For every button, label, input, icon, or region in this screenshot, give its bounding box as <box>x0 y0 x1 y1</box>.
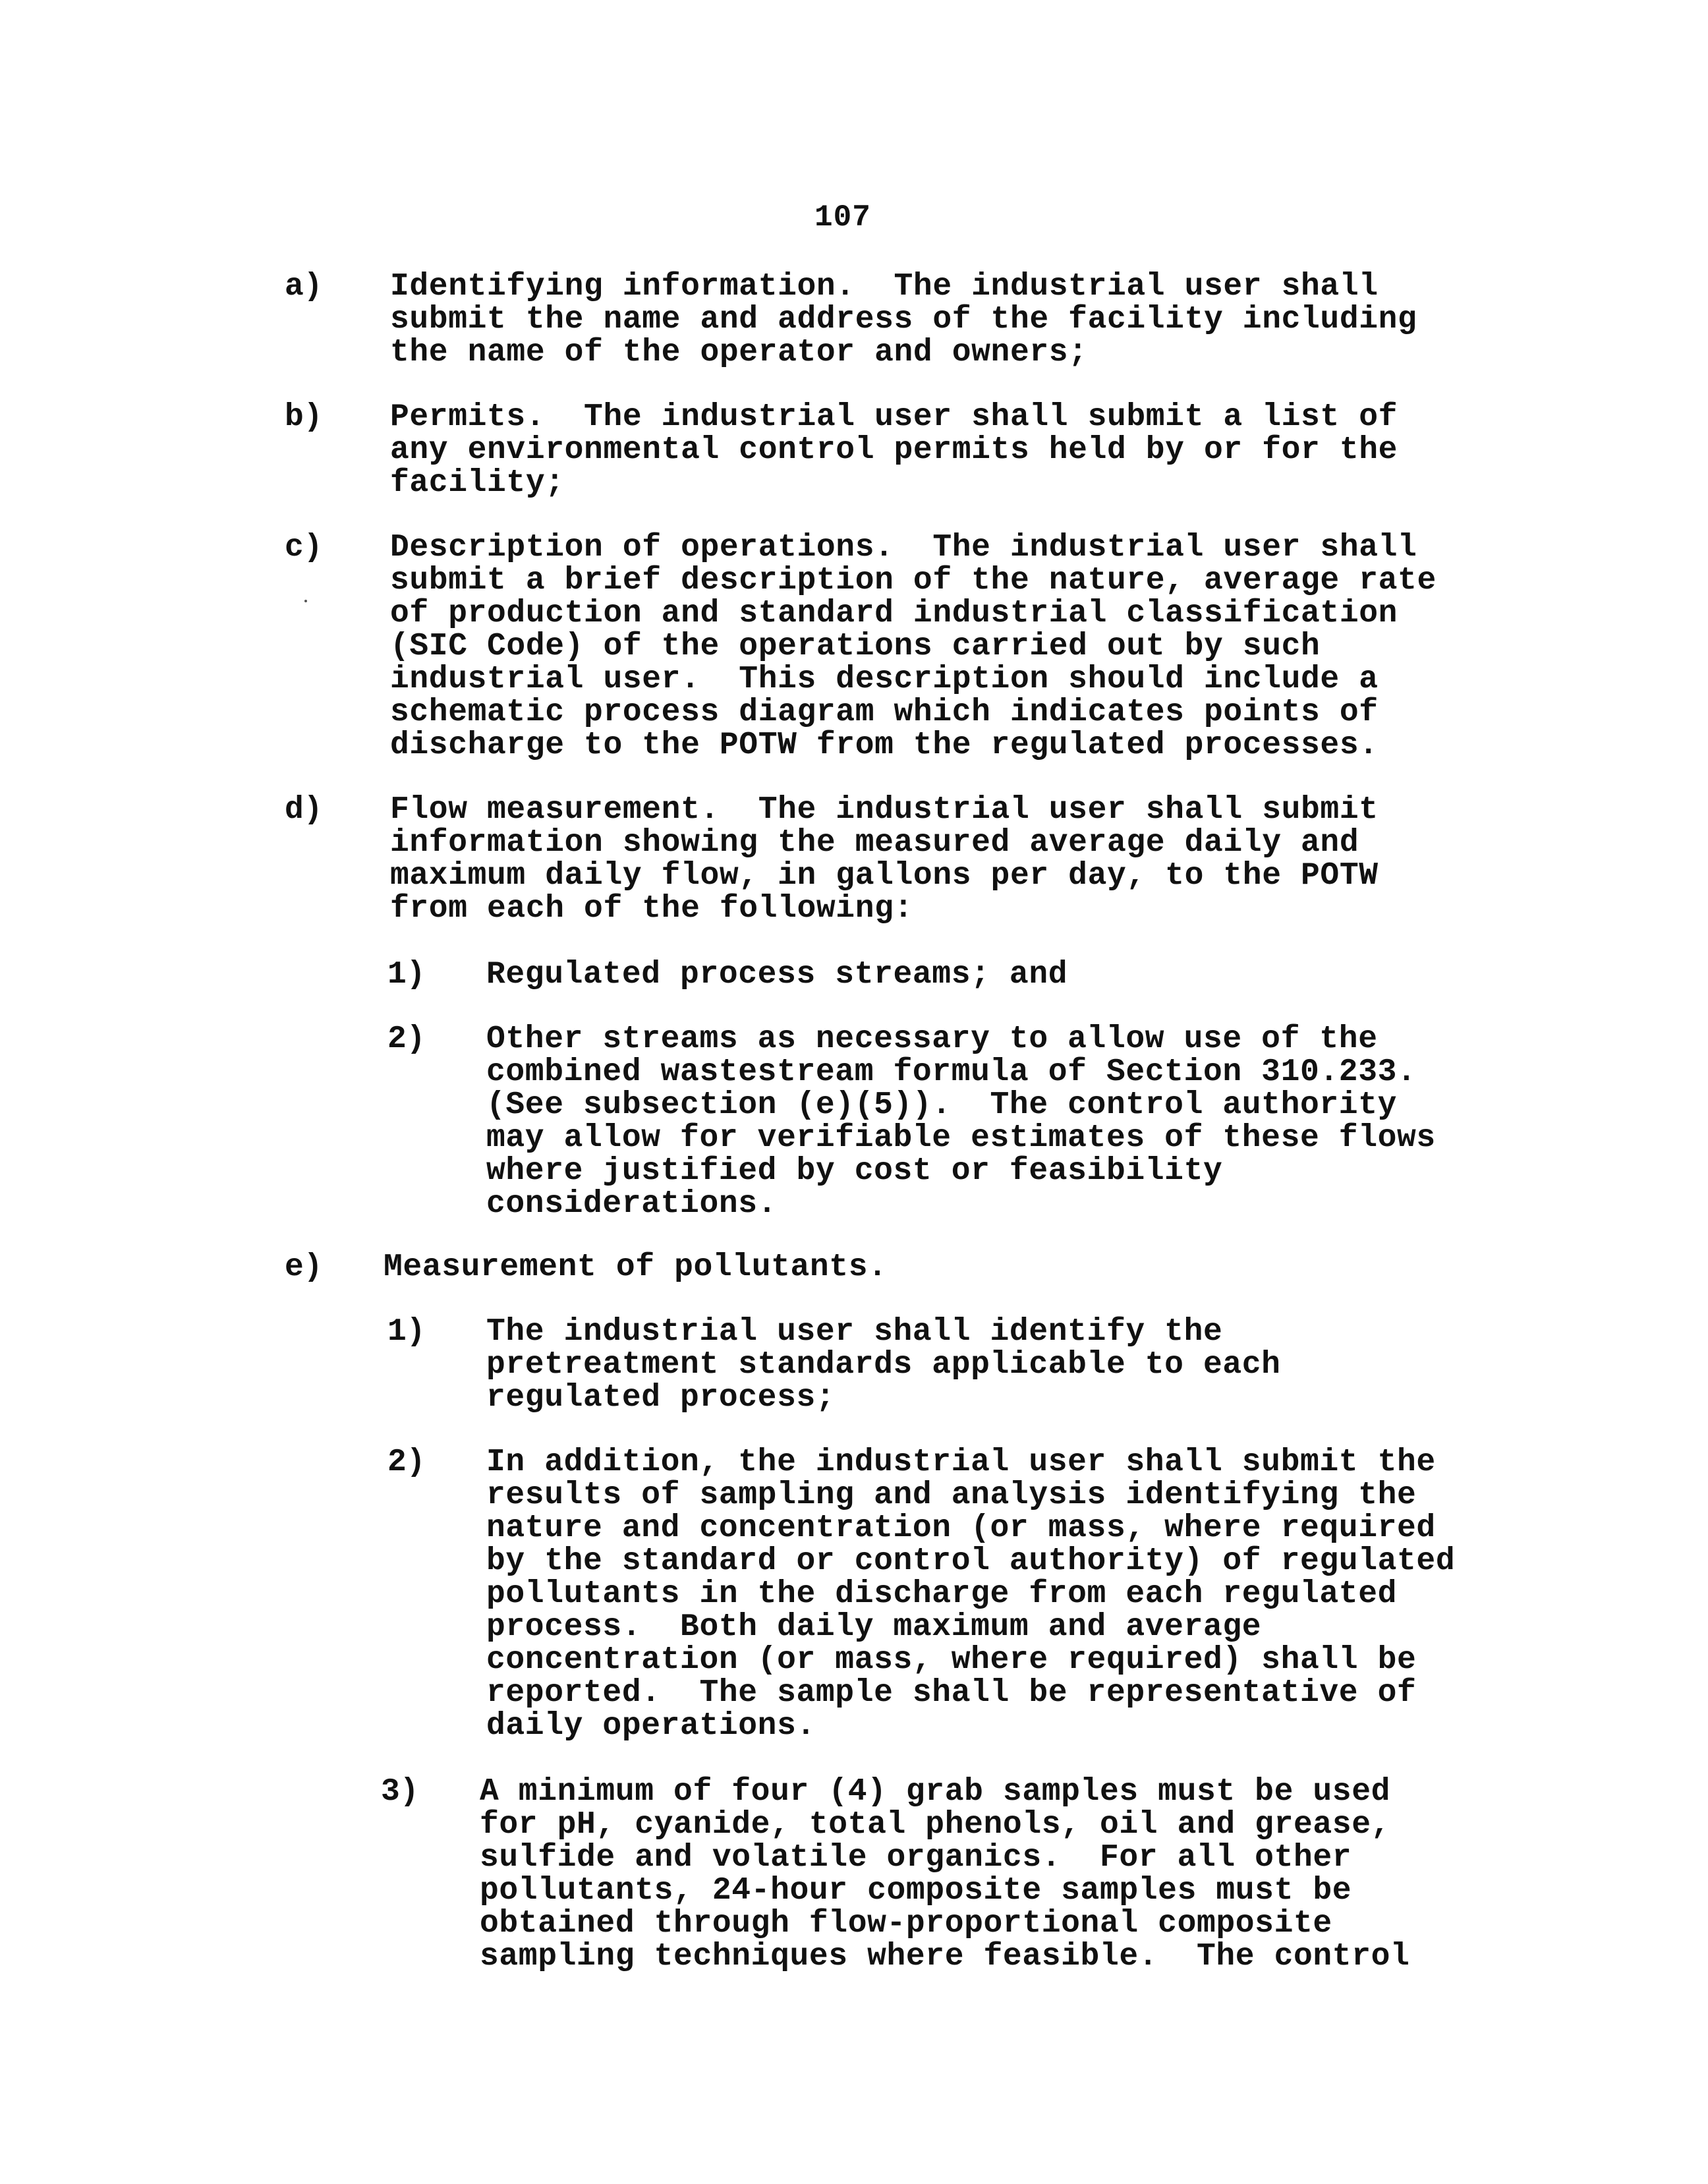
item-marker: d) <box>285 792 323 828</box>
subitem-line: In addition, the industrial user shall submit the <box>486 1445 1436 1480</box>
subitem-line: for pH, cyanide, total phenols, oil and grease, <box>480 1807 1391 1843</box>
page-number: 107 <box>814 200 871 235</box>
item-line: facility; <box>390 465 565 501</box>
subitem-line: may allow for verifiable estimates of these flows <box>486 1120 1436 1156</box>
subitem-marker: 1) <box>387 957 426 992</box>
item-line: discharge to the POTW from the regulated processes. <box>390 728 1379 763</box>
subitem-line: pollutants in the discharge from each regulated <box>486 1576 1398 1612</box>
item-line: (SIC Code) of the operations carried out by such <box>390 629 1321 664</box>
subitem-line: Other streams as necessary to allow use of the <box>486 1021 1378 1057</box>
item-line: industrial user. This description should include a <box>390 662 1379 697</box>
subitem-line: nature and concentration (or mass, where required <box>486 1510 1436 1546</box>
item-marker: a) <box>285 269 323 304</box>
item-line: schematic process diagram which indicates points of <box>390 695 1379 730</box>
item-marker: e) <box>285 1250 323 1285</box>
item-line: Permits. The industrial user shall submit a list of <box>390 399 1398 435</box>
item-marker: b) <box>285 399 323 435</box>
item-line: from each of the following: <box>390 891 913 927</box>
subitem-line: The industrial user shall identify the <box>486 1314 1223 1350</box>
item-line: submit the name and address of the facility including <box>390 302 1417 337</box>
item-line: maximum daily flow, in gallons per day, to the POTW <box>390 858 1379 894</box>
subitem-line: Regulated process streams; and <box>486 957 1068 992</box>
item-line: Description of operations. The industrial user shall <box>390 530 1417 565</box>
subitem-line: concentration (or mass, where required) shall be <box>486 1642 1417 1678</box>
subitem-line: pretreatment standards applicable to each <box>486 1347 1281 1383</box>
subitem-line: (See subsection (e)(5)). The control authority <box>486 1087 1398 1123</box>
item-line: Identifying information. The industrial user shall <box>390 269 1379 304</box>
subitem-line: regulated process; <box>486 1380 836 1416</box>
subitem-line: by the standard or control authority) of regulated <box>486 1543 1456 1579</box>
subitem-line: sulfide and volatile organics. For all other <box>480 1840 1352 1876</box>
subitem-line: combined wastestream formula of Section 310.233. <box>486 1054 1417 1090</box>
speck-mark <box>304 600 307 602</box>
subitem-line: sampling techniques where feasible. The control <box>480 1939 1410 1974</box>
subitem-line: where justified by cost or feasibility <box>486 1153 1223 1189</box>
subitem-line: process. Both daily maximum and average <box>486 1609 1262 1645</box>
subitem-marker: 3) <box>381 1774 419 1810</box>
subitem-line: pollutants, 24-hour composite samples must be <box>480 1873 1352 1909</box>
item-line: submit a brief description of the nature, average rate <box>390 563 1437 598</box>
subitem-line: results of sampling and analysis identifying the <box>486 1478 1417 1513</box>
subitem-line: obtained through flow-proportional composite <box>480 1906 1332 1941</box>
item-line: any environmental control permits held by or for the <box>390 432 1398 468</box>
subitem-marker: 2) <box>387 1021 426 1057</box>
item-marker: c) <box>285 530 323 565</box>
item-line: information showing the measured average daily and <box>390 825 1359 861</box>
item-line: of production and standard industrial classification <box>390 596 1398 631</box>
subitem-line: A minimum of four (4) grab samples must be used <box>480 1774 1391 1810</box>
item-line: Flow measurement. The industrial user shall submit <box>390 792 1379 828</box>
subitem-line: considerations. <box>486 1186 778 1222</box>
subitem-line: daily operations. <box>486 1708 816 1744</box>
subitem-marker: 1) <box>387 1314 426 1350</box>
item-line: Measurement of pollutants. <box>384 1250 888 1285</box>
subitem-marker: 2) <box>387 1445 426 1480</box>
item-line: the name of the operator and owners; <box>390 335 1088 370</box>
subitem-line: reported. The sample shall be representative of <box>486 1675 1417 1711</box>
